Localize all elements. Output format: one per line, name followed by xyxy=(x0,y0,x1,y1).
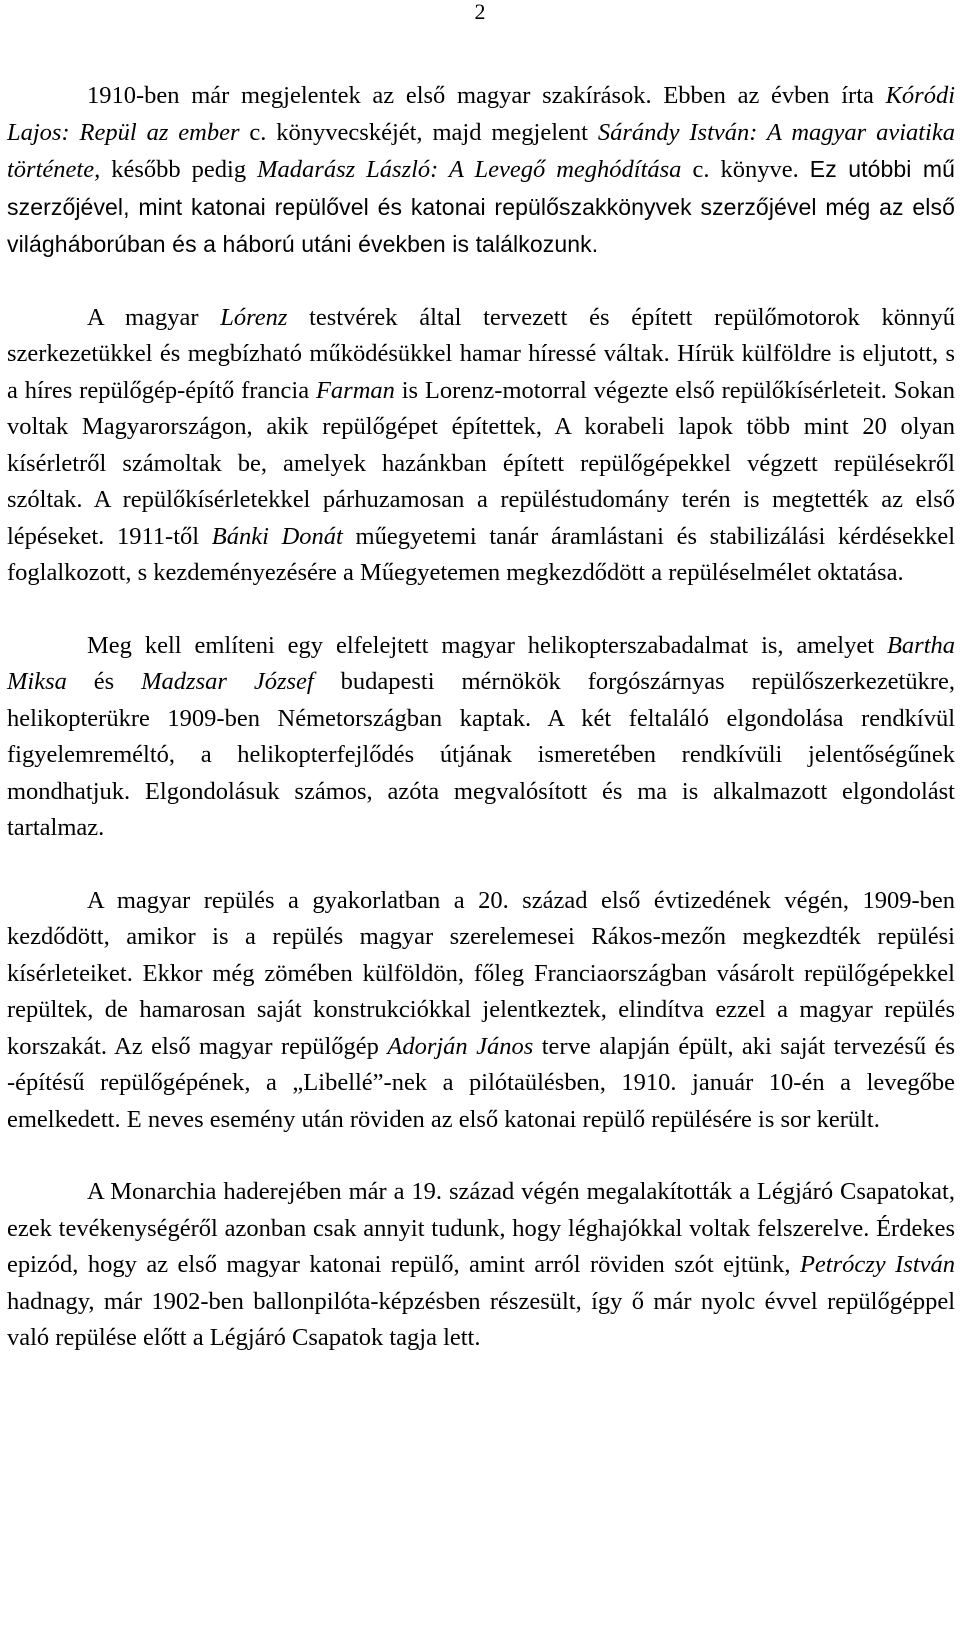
paragraph-text-segment: testvérek által tervezett és épített repülőmotorok könnyű szerkezetükkel és megbízható működésükkel hamar híressé váltak. Hírük külföldre is eljutott, s a híres repülőgép-építő francia xyxy=(7,303,955,404)
page-number: 2 xyxy=(474,0,486,24)
paragraph-text-segment: A magyar repülés a gyakorlatban a 20. század első évtizedének végén, 1909-ben kezdődött, amikor is a repülés magyar szerelemesei Rákos-mezőn megkezdték repülési kísérleteiket. Ekkor még zömében külföldön, főleg Franciaországban vásárolt repülőgépekkel repültek, de hamarosan saját konstrukciókkal jelentkeztek, elindítva ezzel a magyar repülés korszakát. Az első magyar repülőgép xyxy=(7,886,955,1060)
paragraph-text-segment: terve alapján épült, aki saját tervezésű és -építésű repülőgépének, a „Libellé”-nek a pilótaülésben, 1910. január 10-én a levegőbe emelkedett. E neves esemény után röviden az első katonai repülő repülésére is sor került. xyxy=(7,1032,955,1133)
italic-name-text: Bánki Donát xyxy=(211,522,343,550)
paragraph-text-segment: Meg kell említeni egy elfelejtett magyar helikopterszabadalmat is, amelyet xyxy=(87,631,887,659)
paragraph-text-segment: hadnagy, már 1902-ben ballonpilóta-képzésben részesült, így ő már nyolc évvel repülőgéppel való repülése előtt a Légjáró Csapatok tagja lett. xyxy=(7,1287,955,1351)
italic-name-text: Adorján János xyxy=(387,1032,534,1060)
italic-name-text: Kóródi Lajos: Repül az ember xyxy=(7,82,955,146)
paragraph-text-segment: budapesti mérnökök forgószárnyas repülőszerkezetükre, helikopterükre 1909-ben Németországban kaptak. A két feltaláló elgondolása rendkívül figyelemreméltó, a helikopterfejlődés útjának ismeretében rendkívüli jelentőségűnek mondhatjuk. Elgondolásuk számos, azóta megvalósított és ma is alkalmazott elgondolást tartalmaz. xyxy=(7,668,955,841)
paragraph-text-segment: 1910-ben már megjelentek az első magyar szakírások. Ebben az évben írta xyxy=(87,82,886,109)
paragraph-text-segment: és xyxy=(66,668,142,695)
italic-name-text: Lórenz xyxy=(220,303,288,331)
italic-name-text: Petróczy István xyxy=(799,1251,955,1278)
paragraph-text-segment: A Monarchia haderejében már a 19. század végén megalakították a Légjáró Csapatokat, ezek tevékenységéről azonban csak annyit tudunk, hogy léghajókkal voltak felszerelve. Érdekes epizód, hogy az első magyar katonai repülő, amint arról röviden szót ejtünk, xyxy=(7,1178,955,1278)
paragraph-text-segment: c. könyve. xyxy=(681,156,810,183)
paragraph-text-segment: A magyar xyxy=(87,303,221,331)
document-body xyxy=(7,78,955,1357)
paragraph-airship-troops xyxy=(7,1174,955,1357)
paragraph-text-segment: műegyetemi tanár áramlástani és stabilizálási kérdésekkel foglalkozott, s kezdeményezésére a Műegyetemen megkezdődött a repüléselmélet oktatása. xyxy=(7,522,956,586)
paragraph-text-segment: c. könyvecskéjét, majd megjelent xyxy=(239,118,598,146)
paragraph-text-segment: is Lorenz-motorral végezte első repülőkísérleteit. Sokan voltak Magyarországon, akik repülőgépet építettek, A korabeli lapok több mint 20 olyan kísérletről számoltak be, amelyek hazánkban épített repülőgépekkel végzett repülésekről szóltak. A repülőkísérletekkel párhuzamosan a repüléstudomány terén is megtették az első lépéseket. 1911-től xyxy=(7,376,955,550)
italic-name-text: Farman xyxy=(315,376,395,404)
paragraph-text-segment: később pedig xyxy=(100,156,258,183)
paragraph-lorenz-engines xyxy=(7,300,955,592)
italic-name-text: Madarász László: A Levegő meghódítása xyxy=(257,156,682,183)
italic-name-text: Bartha Miksa xyxy=(7,631,955,695)
paragraph-text-segment: Ez utóbbi mű szerzőjével, mint katonai repülővel és katonai repülőszakkönyvek szerzőjével még az első világháborúban és a háború utáni években is találkozunk. xyxy=(7,156,956,257)
italic-name-text: Madzsar József xyxy=(141,668,314,695)
italic-name-text: Sárándy István: A magyar aviatika története, xyxy=(7,118,955,183)
paragraph-helicopter-patent xyxy=(7,628,955,847)
paragraph-first-flights xyxy=(7,883,955,1139)
paragraph-early-literature xyxy=(7,78,955,264)
